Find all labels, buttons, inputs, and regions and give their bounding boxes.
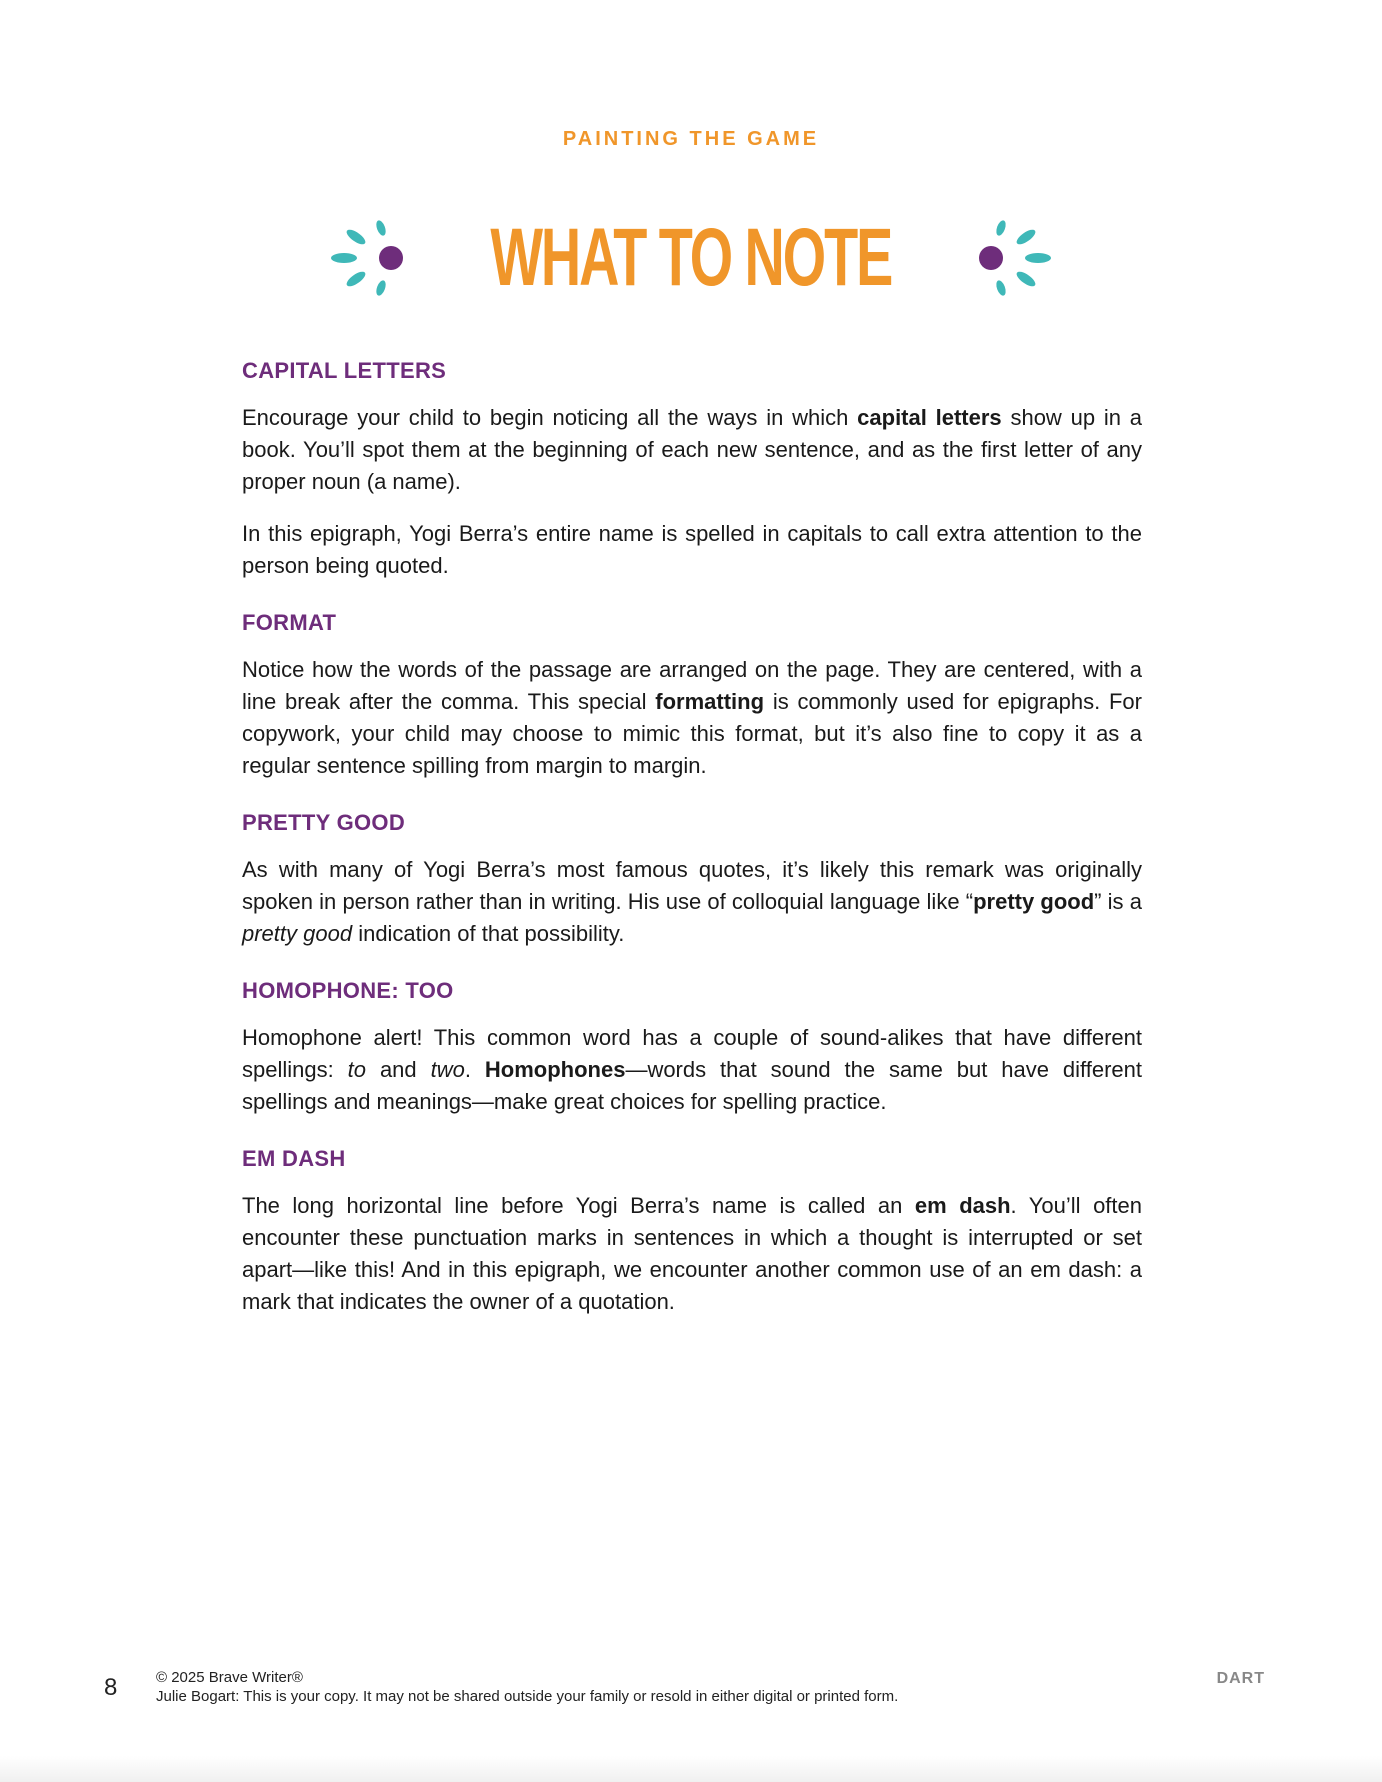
paragraph [242, 402, 1142, 498]
bold-term: capital letters [857, 405, 1002, 430]
paragraph [242, 1022, 1142, 1118]
text-run: is commonly used for epigraphs. For copywork, your child may choose to mimic this format, but it’s also fine to copy it as a regular sentence spilling from margin to margin. [242, 689, 1142, 778]
text-run: ” is a [1094, 889, 1142, 914]
page-title: WHAT TO NOTE [490, 212, 892, 303]
title-row [0, 208, 1382, 308]
section-pretty-good [242, 810, 1142, 950]
text-run: show up in a book. You’ll spot them at the beginning of each new sentence, and as the first letter of any proper noun (a name). [242, 405, 1142, 494]
paragraph [242, 854, 1142, 950]
text-run: Notice how the words of the passage are arranged on the page. They are centered, with a line break after the comma. This special [242, 657, 1142, 714]
bold-term: Homophones [484, 1057, 626, 1082]
section-heading: CAPITAL LETTERS [242, 358, 447, 383]
text-run: Homophone alert! This common word has a couple of sound-alikes that have different spellings: [242, 1025, 1142, 1082]
page-number: 8 [104, 1674, 118, 1701]
bottom-bar [0, 1756, 1382, 1782]
section-capital-letters [242, 358, 1142, 582]
footer-brand: DART [1216, 1670, 1265, 1687]
text-run: As with many of Yogi Berra’s most famous quotes, it’s likely this remark was originally spoken in person rather than in writing. His use of colloquial language like “ [242, 857, 1142, 914]
bold-term: formatting [655, 689, 765, 714]
section-homophone-too [242, 978, 1142, 1118]
text-run: indication of that possibility. [352, 921, 625, 946]
text-run: . You’ll often encounter these punctuation marks in sentences in which a thought is interrupted or set apart—like this! And in this epigraph, we encounter another common use of an em dash: a mark that indicates the owner of a quotation. [242, 1193, 1142, 1314]
italic-term: pretty good [242, 921, 353, 946]
flourish-left-icon [330, 218, 406, 298]
main-content [242, 358, 1142, 1346]
text-run: Encourage your child to begin noticing all the ways in which [242, 405, 858, 430]
section-heading: EM DASH [242, 1146, 346, 1171]
section-heading: HOMOPHONE: TOO [242, 978, 454, 1003]
text-run: —words that sound the same but have different spellings and meanings—make great choices for spelling practice. [242, 1057, 1142, 1114]
page-kicker: PAINTING THE GAME [562, 128, 820, 150]
text-run: and [366, 1057, 431, 1082]
section-format [242, 610, 1142, 782]
bold-term: pretty good [973, 889, 1095, 914]
text-run: . [464, 1057, 485, 1082]
italic-term: two [430, 1057, 465, 1082]
license-notice: Julie Bogart: This is your copy. It may not be shared outside your family or resold in either digital or printed form. [156, 1688, 899, 1705]
copyright: © 2025 Brave Writer® [156, 1669, 303, 1686]
text-run: The long horizontal line before Yogi Berra’s name is called an [242, 1193, 915, 1218]
italic-term: to [347, 1057, 367, 1082]
flourish-right-icon [976, 218, 1052, 298]
section-heading: FORMAT [242, 610, 337, 635]
paragraph [242, 654, 1142, 782]
paragraph [242, 1190, 1142, 1318]
section-heading: PRETTY GOOD [242, 810, 406, 835]
section-em-dash [242, 1146, 1142, 1318]
footer-text [156, 1668, 898, 1706]
text-run: In this epigraph, Yogi Berra’s entire name is spelled in capitals to call extra attention to the person being quoted. [242, 521, 1142, 578]
bold-term: em dash [914, 1193, 1011, 1218]
paragraph [242, 518, 1142, 582]
